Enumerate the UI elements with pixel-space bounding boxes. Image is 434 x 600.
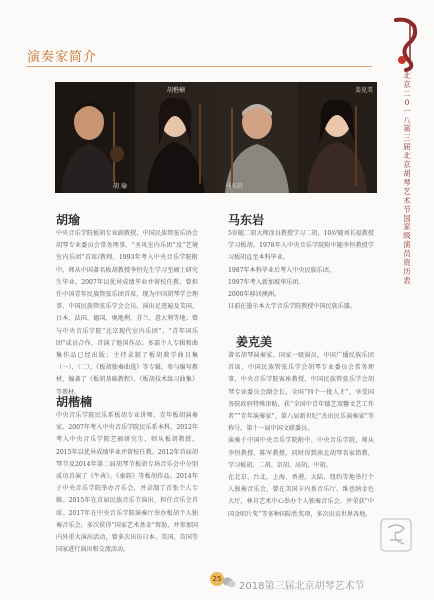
photo-caption: 姜克美 — [355, 87, 374, 94]
portrait-image — [217, 82, 297, 193]
bio-name-hu-kainan: 胡楷楠 — [56, 395, 93, 409]
source-watermark: 2018第三届北京胡琴艺术节 — [239, 581, 365, 592]
photo-hu-kainan — [135, 82, 217, 193]
side-vertical-title: 北京二0一八第三届北京胡琴艺术节国家级演员资历表 — [403, 71, 411, 285]
bio-text-hu-yu: 中央音乐学院板胡专业副教授、中国民族管弦乐协会胡琴专业委员会常务理事、“圣风室内乐团”及“艺境室内乐团”首席/教师。1993年考入中央音乐学院附中，师从中国著名板胡教授李恒先生学习至硕士研究生毕业。2007年以优异成绩毕业并留校任教。曾担任中国青年民族管弦乐团首席，现为中国胡琴学会理事、中国民族管弦乐学会会员。演出足迹遍及美国、日本、法国、德国、奥地利、芬兰、意大利等地；曾与中央音乐学院“北京现代室内乐团”、“青年国乐团”成员合作，首演了他国作品；多部个人专辑和曲集作品已经出版；主持录制了板胡教学曲目集（一）、（二）、《板胡独奏曲选》等专辑，参与编写教材，编著了《板胡基础教程》、《板胡技术练习曲集》等教材。 — [56, 230, 198, 396]
section-title: 演奏家简介 — [27, 50, 98, 65]
bio-name-ma-dongyan: 马东岩 — [228, 213, 265, 227]
bio-name-jiang-kemei: 姜克美 — [236, 335, 273, 349]
portrait-image — [55, 82, 135, 193]
photo-ma-dongyan — [217, 82, 297, 193]
page-number: 25 — [210, 572, 224, 586]
bio-text-hu-kainan: 中央音乐学院民乐系板胡专业讲师、青年板胡演奏家。2007年考入中央音乐学院民乐系本科，2012年考入中央音乐学院艺硕研究生，师从板胡教授、2015年以优异成绩毕业并留校任教。2012年首届胡琴节及2014年第二届胡琴节板胡专场音乐会中分别成功首演了《牛犇》、《秦韵》等板胡作品。2014年于中央音乐学院举办音乐会，并录制了首张个人专辑。2015年在首届民族音乐节演出，担任音乐会首席。2017年在中央音乐学院演奏厅举办板胡个人独奏音乐会，多次获得“国家艺术基金”资助，并参加国内外重大演出活动，曾多次出访日本、美国、英国等国家进行演出和交流活动。 — [56, 412, 198, 554]
header-divider — [26, 66, 372, 67]
festival-logo-icon — [388, 16, 422, 72]
wechat-icon — [222, 577, 236, 588]
bio-text-ma-dongyan: 5岁随二胡大师涂良教授学习二胡，10岁随刘长福教授学习板胡。1978年入中央音乐学院附中随李恒教授学习板胡直至本科毕业。 1987年本科毕业后考入中央民族乐团。 1997年考入新加坡华乐团。 2000年移居澳洲。 目前在墨尔本大学音乐学院教授中国民族乐器。 — [228, 230, 374, 311]
photo-jiang-kemei — [297, 82, 377, 193]
photo-caption: 马东岩 — [225, 183, 244, 190]
photo-caption: 胡楷楠 — [167, 87, 186, 94]
photo-caption: 胡 瑜 — [113, 183, 127, 190]
performers-photo-strip — [55, 82, 377, 193]
photo-hu-yu — [55, 82, 135, 193]
seal-stamp-icon — [380, 518, 412, 552]
portrait-image — [297, 82, 377, 193]
portrait-image — [135, 82, 217, 193]
bio-text-jiang-kemei: 著名胡琴演奏家、国家一级演员，中国广播民族乐团首席、中国民族管弦乐学会胡琴专业委员会常务理事，中央音乐学院客座教授、中国民族管弦乐学会胡琴专业委员会副会长，全国“四个一批人才”、享受国务院政府特殊津贴，获“全国中青年德艺双馨文艺工作者”“青年演奏家”、第八届新世纪“杰出民乐演奏家”等称号。第十一届中国文联委员。 演奏于中国中央音乐学院附中、中央音乐学院，师从李恒教授、陈军教授，同时得到南北胡琴名家指教，学习板胡、二胡、京胡、高胡、中胡。 在北京、台北、上海、香港、大陆、纽约等地举行个人独奏音乐会，曾在美国卡内基音乐厅、维也纳金色大厅、林肯艺术中心举办个人独奏音乐会，并荣获“中国金唱片奖”等多种国际性奖项，多次出访世界各地。 — [228, 352, 374, 518]
bio-name-hu-yu: 胡瑜 — [56, 213, 81, 227]
